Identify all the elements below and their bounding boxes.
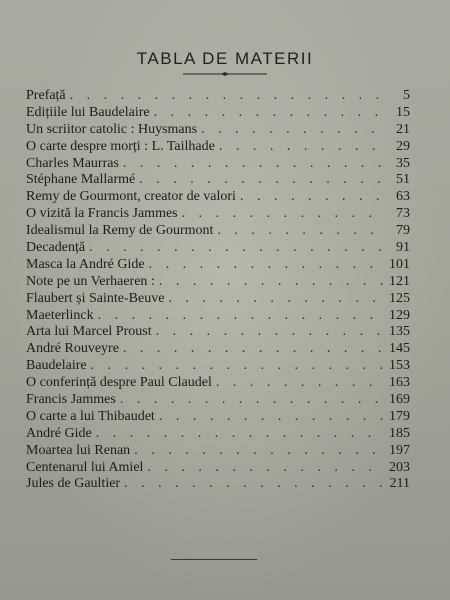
toc-entry-title: Idealismul la Remy de Gourmont: [26, 223, 214, 239]
toc-dot-leader: [147, 460, 385, 477]
toc-entry: [26, 308, 410, 325]
toc-entry-title: Jules de Gaultier: [26, 476, 121, 492]
toc-entry: [26, 274, 410, 291]
toc-entry-page: 121: [389, 273, 410, 289]
toc-entry: [26, 206, 410, 223]
toc-dot-leader: [216, 375, 385, 392]
toc-entry: [26, 172, 410, 189]
toc-entry: [26, 223, 410, 240]
toc-dot-leader: [149, 257, 385, 274]
toc-entry-page: 163: [389, 375, 410, 391]
toc-dot-leader: [201, 122, 386, 139]
toc-entry: [26, 105, 410, 122]
toc-entry-page: 21: [396, 121, 410, 137]
toc-dot-leader: [70, 88, 386, 105]
toc-entry: [26, 240, 410, 257]
toc-dot-leader: [182, 206, 386, 223]
toc-entry-page: 153: [389, 358, 410, 374]
toc-entry-title: Francis Jammes: [26, 392, 116, 408]
toc-entry-title: Stéphane Mallarmé: [26, 172, 136, 188]
toc-dot-leader: [240, 189, 386, 206]
toc-entry-page: 129: [389, 307, 410, 323]
toc-entry: [26, 122, 410, 139]
toc-entry: [26, 139, 410, 156]
toc-dot-leader: [123, 341, 385, 358]
toc-entry: [26, 341, 410, 358]
toc-entry-title: O vizită la Francis Jammes: [26, 206, 178, 222]
toc-entry: [26, 291, 410, 308]
toc-entry: [26, 257, 410, 274]
toc-entry: [26, 358, 410, 375]
toc-dot-leader: [217, 223, 386, 240]
toc-dot-leader: [98, 308, 385, 325]
toc-entry-title: Baudelaire: [26, 358, 87, 374]
toc-entry-title: Un scriitor catolic : Huysmans: [26, 121, 198, 137]
toc-entry-page: 5: [403, 88, 410, 103]
toc-entry-page: 125: [389, 290, 410, 306]
toc-entry-page: 169: [389, 392, 410, 408]
toc-entry-page: 35: [396, 155, 410, 171]
toc-dot-leader: [91, 358, 385, 375]
toc-entry-page: 73: [396, 206, 410, 222]
toc-entry-title: Maeterlinck: [26, 307, 94, 323]
toc-entry-title: Centenarul lui Amiel: [26, 459, 144, 475]
toc-dot-leader: [120, 392, 385, 409]
toc-entry-title: O conferință despre Paul Claudel: [26, 375, 212, 391]
table-of-contents: [26, 88, 410, 493]
toc-entry-page: 197: [389, 442, 410, 458]
toc-entry-title: O carte a lui Thibaudet: [26, 408, 155, 424]
toc-entry-title: Decadență: [26, 240, 86, 256]
toc-entry-page: 29: [396, 138, 410, 154]
toc-entry-page: 101: [389, 256, 410, 272]
toc-dot-leader: [134, 443, 385, 460]
toc-entry-page: 91: [396, 240, 410, 256]
toc-dot-leader: [159, 274, 385, 291]
toc-dot-leader: [123, 156, 386, 173]
toc-entry-page: 135: [389, 324, 410, 340]
toc-entry: [26, 156, 410, 173]
toc-entry-page: 63: [396, 189, 410, 205]
toc-entry-title: Prefață: [26, 88, 66, 103]
title-ornament: [183, 72, 267, 76]
toc-entry-title: Arta lui Marcel Proust: [26, 324, 152, 340]
toc-dot-leader: [154, 105, 386, 122]
toc-entry: [26, 324, 410, 341]
toc-entry-title: Note pe un Verhaeren :: [26, 273, 155, 289]
toc-dot-leader: [168, 291, 385, 308]
toc-entry: [26, 189, 410, 206]
toc-entry-page: 51: [396, 172, 410, 188]
toc-dot-leader: [156, 324, 385, 341]
toc-entry-page: 179: [389, 408, 410, 424]
toc-entry-page: 145: [389, 341, 410, 357]
toc-entry: [26, 476, 410, 493]
toc-entry: [26, 443, 410, 460]
toc-entry: [26, 375, 410, 392]
toc-entry-page: 79: [396, 223, 410, 239]
toc-entry-title: Remy de Gourmont, creator de valori: [26, 189, 236, 205]
toc-dot-leader: [89, 240, 386, 257]
toc-entry-page: 211: [389, 476, 410, 492]
bottom-rule: [171, 559, 257, 560]
toc-entry-page: 15: [396, 104, 410, 120]
toc-entry: [26, 409, 410, 426]
toc-entry: [26, 460, 410, 477]
toc-dot-leader: [124, 476, 385, 493]
toc-dot-leader: [139, 172, 386, 189]
toc-entry-title: André Gide: [26, 425, 92, 441]
toc-entry-title: Charles Maurras: [26, 155, 119, 171]
toc-entry-title: Flaubert și Sainte-Beuve: [26, 290, 165, 306]
toc-entry-title: Masca la André Gide: [26, 256, 145, 272]
toc-entry-title: Edițiile lui Baudelaire: [26, 104, 150, 120]
toc-entry-title: O carte despre morți : L. Tailhade: [26, 138, 215, 154]
toc-entry-page: 203: [389, 459, 410, 475]
toc-entry: [26, 392, 410, 409]
toc-dot-leader: [219, 139, 386, 156]
page-title: TABLA DE MATERII: [136, 49, 314, 69]
toc-dot-leader: [96, 426, 385, 443]
toc-entry-title: Moartea lui Renan: [26, 442, 131, 458]
toc-entry-title: André Rouveyre: [26, 341, 119, 357]
toc-dot-leader: [159, 409, 385, 426]
toc-entry-page: 185: [389, 425, 410, 441]
toc-entry: [26, 88, 410, 105]
toc-entry: [26, 426, 410, 443]
